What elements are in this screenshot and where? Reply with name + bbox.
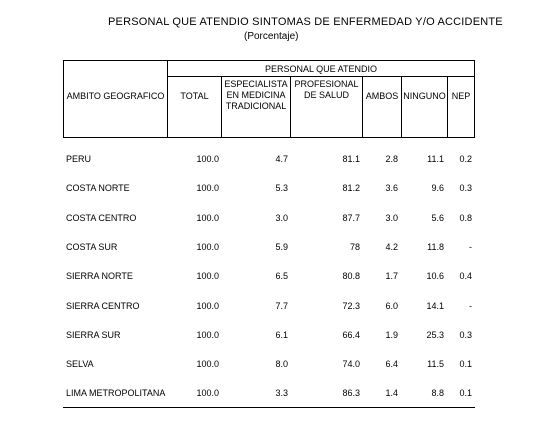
header-profesional-line1: PROFESIONAL: [294, 79, 359, 89]
col-sep-ninguno: [447, 77, 448, 137]
cell-nep: -: [469, 301, 472, 311]
cell-especialista: 5.9: [275, 242, 288, 252]
cell-ninguno: 25.3: [426, 330, 444, 340]
cell-ambito: COSTA SUR: [66, 242, 118, 252]
table-title-text: PERSONAL QUE ATENDIO SINTOMAS DE ENFERMEDAD Y/O ACCIDENTE: [108, 16, 503, 28]
cell-ambito: SIERRA CENTRO: [66, 301, 140, 311]
cell-nep: 0.8: [459, 213, 472, 223]
cell-profesional: 87.7: [342, 213, 360, 223]
header-ambito: AMBITO GEOGRAFICO: [66, 91, 165, 101]
cell-ninguno: 11.8: [427, 242, 444, 252]
cell-ninguno: 10.6: [426, 271, 444, 281]
cell-profesional: 81.2: [342, 183, 360, 193]
cell-ambito: PERU: [66, 154, 92, 164]
cell-total: 100.0: [196, 301, 219, 311]
bottom-rule: [63, 407, 475, 408]
cell-total: 100.0: [196, 213, 219, 223]
cell-ninguno: 5.6: [431, 213, 444, 223]
cell-ambito: SIERRA NORTE: [66, 271, 133, 281]
header-ambos: AMBOS: [365, 91, 399, 101]
cell-especialista: 6.1: [275, 330, 288, 340]
header-ninguno: NINGUNO: [403, 91, 446, 101]
cell-ambos: 6.4: [385, 359, 398, 369]
header-profesional-line2: DE SALUD: [303, 90, 349, 100]
cell-total: 100.0: [196, 183, 219, 193]
col-sep-ambos: [401, 77, 402, 137]
cell-total: 100.0: [196, 388, 219, 398]
cell-total: 100.0: [196, 242, 219, 252]
col-sep-right: [474, 61, 475, 137]
cell-especialista: 3.0: [275, 213, 288, 223]
cell-especialista: 5.3: [275, 183, 288, 193]
cell-nep: 0.3: [459, 330, 472, 340]
cell-ambos: 6.0: [385, 301, 398, 311]
cell-nep: 0.2: [459, 154, 472, 164]
cell-especialista: 8.0: [275, 359, 288, 369]
cell-ninguno: 11.1: [427, 154, 444, 164]
cell-ambito: COSTA NORTE: [66, 183, 130, 193]
cell-profesional: 72.3: [342, 301, 360, 311]
header-group-label: PERSONAL QUE ATENDIO: [264, 64, 378, 74]
cell-nep: 0.1: [459, 388, 472, 398]
header-nep: NEP: [451, 91, 471, 101]
cell-especialista: 7.7: [275, 301, 288, 311]
cell-profesional: 78: [349, 242, 360, 252]
cell-ambos: 1.9: [385, 330, 398, 340]
cell-ninguno: 14.1: [426, 301, 444, 311]
cell-ambos: 4.2: [385, 242, 398, 252]
header-bottom-rule: [63, 137, 475, 138]
cell-total: 100.0: [196, 271, 219, 281]
cell-ninguno: 9.6: [431, 183, 444, 193]
cell-profesional: 80.8: [342, 271, 360, 281]
cell-profesional: 81.1: [342, 154, 360, 164]
header-especialista-line1: ESPECIALISTA: [224, 79, 288, 89]
cell-ambos: 1.7: [385, 271, 398, 281]
cell-ambos: 1.4: [385, 388, 398, 398]
cell-ninguno: 8.8: [431, 388, 444, 398]
cell-ninguno: 11.5: [427, 359, 444, 369]
cell-ambos: 3.6: [385, 183, 398, 193]
cell-ambos: 3.0: [385, 213, 398, 223]
cell-ambito: COSTA CENTRO: [66, 213, 137, 223]
header-especialista-line2: EN MEDICINA: [226, 90, 286, 100]
cell-total: 100.0: [196, 154, 219, 164]
cell-nep: -: [469, 242, 472, 252]
col-sep-profesional: [362, 77, 363, 137]
cell-ambito: SELVA: [66, 359, 94, 369]
header-total: TOTAL: [180, 91, 209, 101]
cell-profesional: 74.0: [342, 359, 360, 369]
cell-nep: 0.3: [459, 183, 472, 193]
cell-especialista: 3.3: [275, 388, 288, 398]
cell-especialista: 4.7: [275, 154, 288, 164]
cell-ambos: 2.8: [385, 154, 398, 164]
cell-total: 100.0: [196, 330, 219, 340]
top-rule: [63, 60, 475, 61]
header-especialista-line3: TRADICIONAL: [225, 101, 287, 111]
cell-especialista: 6.5: [275, 271, 288, 281]
cell-nep: 0.4: [459, 271, 472, 281]
cell-profesional: 66.4: [342, 330, 360, 340]
cell-profesional: 86.3: [342, 388, 360, 398]
table-subtitle: (Porcentaje): [244, 31, 299, 42]
cell-ambito: LIMA METROPOLITANA: [66, 388, 166, 398]
cell-nep: 0.1: [459, 359, 472, 369]
cell-ambito: SIERRA SUR: [66, 330, 121, 340]
cell-total: 100.0: [196, 359, 219, 369]
group-underline: [168, 76, 475, 77]
